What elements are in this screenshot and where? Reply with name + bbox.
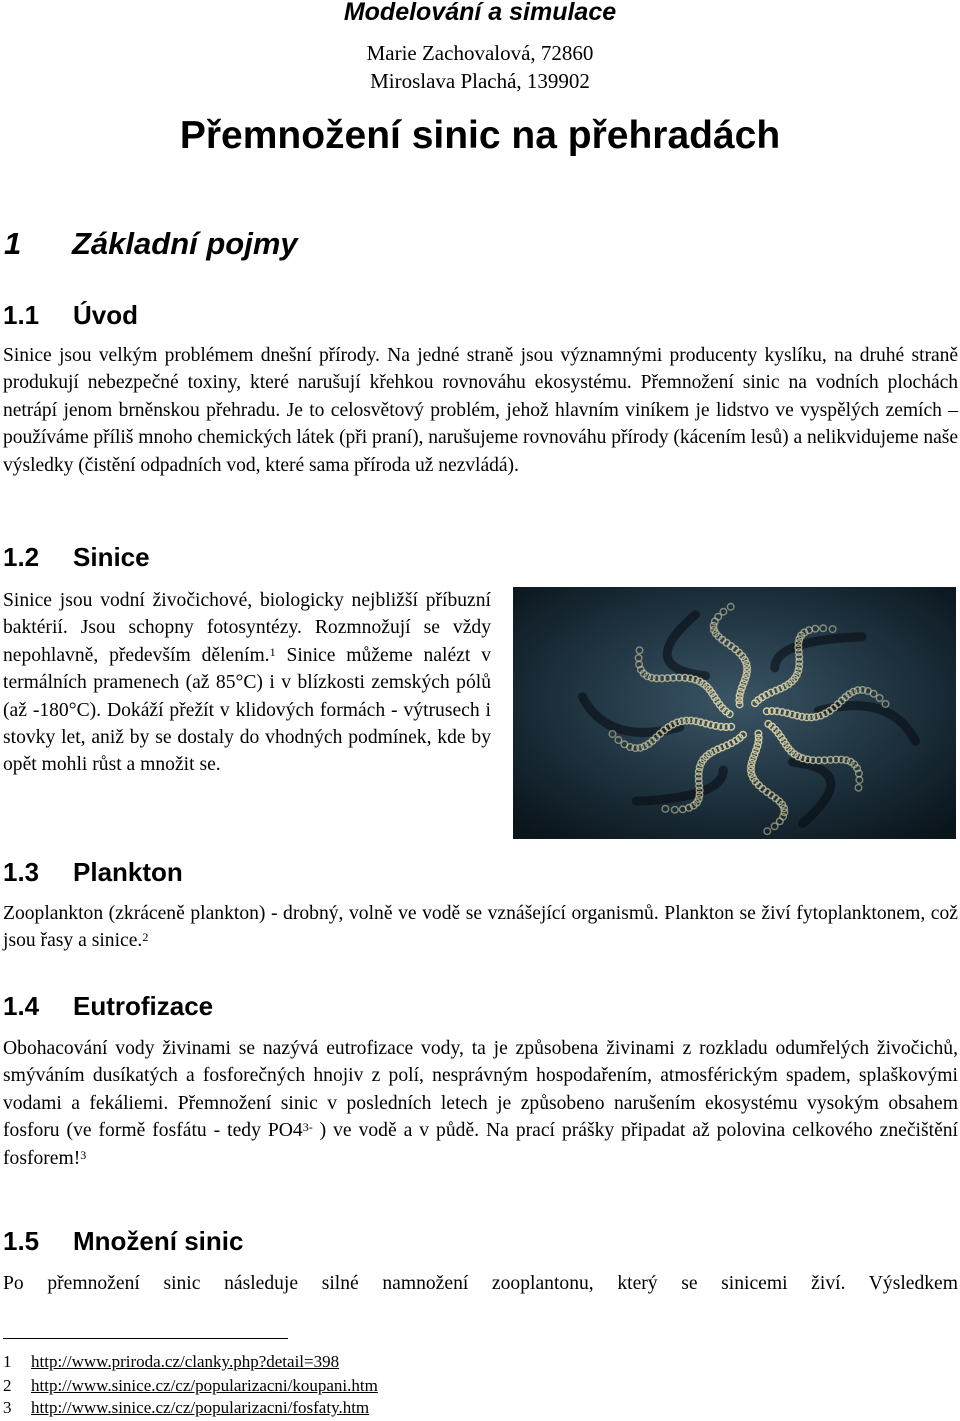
author-line-2: Miroslava Plachá, 139902: [370, 69, 590, 93]
footnote-ref-2: 2: [142, 930, 149, 945]
sinice-paragraph: [3, 587, 491, 779]
section-1-3-heading: [3, 857, 183, 888]
document-title: Přemnožení sinic na přehradách: [179, 114, 781, 157]
plankton-text: Zooplankton (zkráceně plankton) - drobný, volně ve vodě se vznášející organismů. Plankton se živí fytoplanktonem, což jsou řasy a sinice.: [3, 903, 958, 952]
footnote-number: 3: [3, 1398, 12, 1417]
sinice-text-a: Sinice jsou vodní živočichové, biologicky nejbližší příbuzní baktérií. Jsou schopny fotosyntézy. Rozmnožují se vždy nepohlavně, především dělením.: [3, 590, 491, 666]
eutrofizace-text-a: Obohacování vody živinami se nazývá eutrofizace vody, ta je způsobena živinami z rozkladu odumřelých živočichů, smýváním dusíkatých a fosforečných hnojiv z polí, nesprávným hospodařením, atmosférickým spadem, splaškovými vodami a fekáliemi. Přemnožení sinic v posledních letech je způsobeno narušením ekosystému vysokým obsahem fosforu (ve formě fosfátu - tedy PO: [3, 1038, 958, 1142]
section-title: Úvod: [73, 300, 138, 330]
author-line-1: Marie Zachovalová, 72860: [366, 41, 594, 65]
section-number: 1.3: [3, 857, 40, 887]
section-number: 1.4: [3, 991, 40, 1021]
section-1-4-heading: [3, 991, 213, 1022]
section-1-1-heading: [3, 300, 138, 331]
footnote-link-3[interactable]: http://www.sinice.cz/cz/popularizacni/fosfaty.htm: [31, 1398, 370, 1417]
section-number: 1.1: [3, 300, 40, 330]
section-title: Eutrofizace: [73, 991, 214, 1021]
footnote-ref-1: 1: [269, 644, 276, 659]
mnozeni-paragraph: Po přemnožení sinic následuje silné namnožení zooplantonu, který se sinicemi živí. Výsledkem: [3, 1273, 958, 1294]
phosphate-charge: 3-: [302, 1120, 313, 1135]
section-title: Plankton: [73, 857, 183, 887]
footnote-number: 2: [3, 1376, 12, 1395]
section-title: Základní pojmy: [72, 226, 298, 261]
section-number: 1: [4, 226, 22, 261]
footnote-separator: [3, 1338, 288, 1339]
footnote-link-2[interactable]: http://www.sinice.cz/cz/popularizacni/koupani.htm: [31, 1376, 378, 1395]
sinice-text-b: Sinice můžeme nalézt v termálních pramenech (až 85°C) i v blízkosti zemských pólů (až -180°C). Dokáží přežít v klidových formách - výtrusech i stovky let, aniž by se dostaly do vhodných podmínek, kde by opět mohli růst a množit se.: [3, 644, 491, 776]
section-number: 1.2: [3, 542, 40, 572]
plankton-paragraph: [3, 900, 958, 955]
eutrofizace-text-b: ) ve vodě a v půdě. Na prací prášky připadat až polovina celkového znečištění fosforem!: [3, 1120, 959, 1169]
footnote-1: [3, 1352, 339, 1372]
course-title: Modelování a simulace: [343, 0, 617, 26]
footnote-link-1[interactable]: http://www.priroda.cz/clanky.php?detail=398: [31, 1352, 340, 1371]
intro-paragraph: Sinice jsou velkým problémem dnešní přírody. Na jedné straně jsou významnými producenty kyslíku, na druhé straně produkují nebezpečné toxiny, které narušují křehkou rovnováhu ekosystému. Přemnožení sinic na vodních plochách netrápí jenom brněnskou přehradu. Je to celosvětový problém, jehož hlavním viníkem je lidstvo ve vyspělých zemích – používáme příliš mnoho chemických látek (při praní), narušujeme rovnováhu přírody (kácením lesů) a nelikvidujeme naše výsledky (čistění odpadních vod, které sama příroda už nezvládá).: [3, 345, 958, 476]
section-title: Množení sinic: [73, 1226, 244, 1256]
cyanobacteria-photo: [513, 587, 956, 839]
section-1-heading: [4, 226, 298, 262]
eutrofizace-paragraph: [3, 1035, 958, 1172]
section-number: 1.5: [3, 1226, 40, 1256]
footnote-3: [3, 1398, 369, 1418]
footnote-number: 1: [3, 1352, 12, 1371]
footnote-2: [3, 1376, 378, 1396]
section-1-5-heading: [3, 1226, 243, 1257]
footnote-ref-3: 3: [80, 1147, 87, 1162]
section-title: Sinice: [73, 542, 150, 572]
cyanobacteria-micrograph: [513, 587, 956, 839]
phosphate-subscript: 4: [292, 1120, 303, 1142]
section-1-2-heading: [3, 542, 150, 573]
